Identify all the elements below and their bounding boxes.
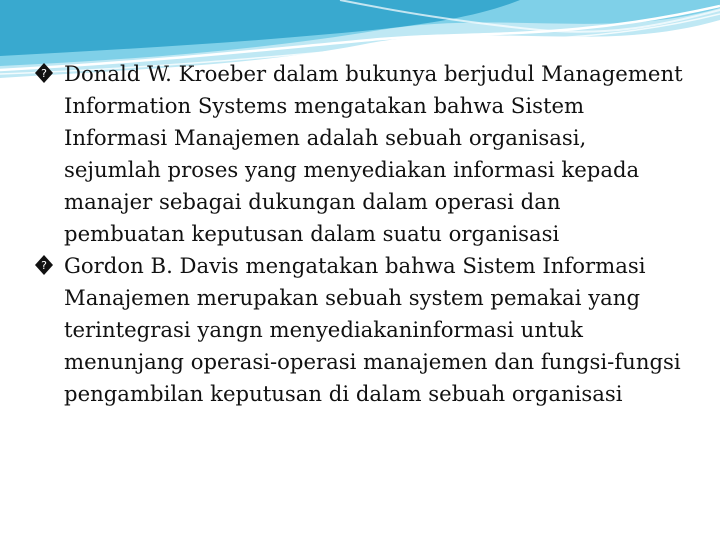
missing-glyph-icon	[34, 250, 64, 282]
svg-text:?: ?	[41, 259, 47, 272]
missing-glyph-icon	[34, 58, 64, 90]
bullet-item	[34, 58, 684, 250]
bullet-text: Donald W. Kroeber dalam bukunya berjudul Management Information Systems mengatakan bahwa Sistem Informasi Manajemen adalah sebuah organisasi, sejumlah proses yang menyediakan informasi kepada manajer sebagai dukungan dalam operasi dan pembuatan keputusan dalam suatu organisasi	[64, 61, 683, 246]
bullet-text: Gordon B. Davis mengatakan bahwa Sistem Informasi Manajemen merupakan sebuah system pemakai yang terintegrasi yangn menyediakaninformasi untuk menunjang operasi-operasi manajemen dan fungsi-fungsi pengambilan keputusan di dalam sebuah organisasi	[64, 253, 681, 406]
svg-text:?: ?	[41, 67, 47, 80]
bullet-item	[34, 250, 684, 410]
slide-body	[34, 58, 684, 410]
